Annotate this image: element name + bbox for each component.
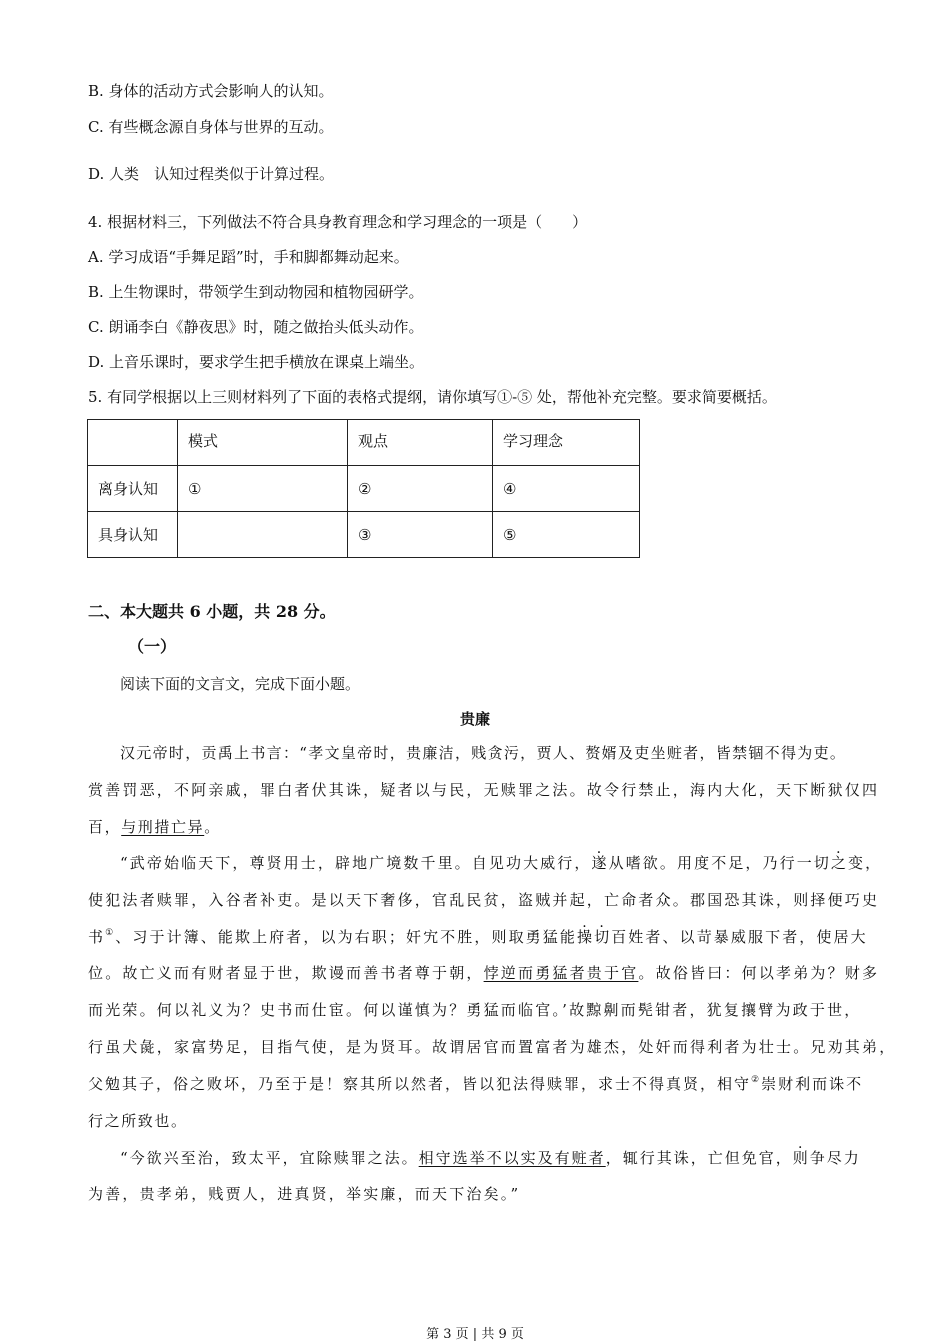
option-q3-d: D. 人类 认知过程类似于计算过程。 (88, 165, 335, 183)
table-header-row (88, 420, 640, 466)
table-row (88, 512, 640, 558)
option-q4-a: A. 学习成语“手舞足蹈”时，手和脚都舞动起来。 (88, 248, 409, 266)
text-span: 崇财利而诛不 (761, 1075, 864, 1093)
text-span: 。 (204, 818, 221, 836)
option-q4-c: C. 朗诵李白《静夜思》时，随之做抬头低头动作。 (88, 318, 424, 336)
passage-line (88, 817, 221, 837)
passage-line (88, 963, 879, 983)
reading-instruction: 阅读下面的文言文，完成下面小题。 (120, 675, 361, 693)
table-row (88, 466, 640, 512)
passage-line: 使犯法者赎罪，入谷者补吏。是以天下奢侈，官乱民贫，盗贼并起，亡命者众。郡国恐其诛，则择便巧史 (88, 891, 880, 909)
page-footer: 第 3 页 | 共 9 页 (426, 1327, 524, 1342)
question-4-stem: 4. 根据材料三，下列做法不符合具身教育理念和学习理念的一项是（ ） (88, 213, 588, 231)
table-header-cell: 模式 (178, 420, 348, 466)
table-cell: 具身认知 (88, 512, 178, 558)
dotted-char: 之 (830, 854, 849, 872)
section-heading: 二、本大题共 6 小题，共 28 分。 (88, 602, 336, 621)
passage-line: 而光荣。何以礼义为？史书而仕宦。何以谨慎为？勇猛而临官。’故黥劓而髡钳者，犹复攘臂为政于世， (88, 1001, 862, 1019)
dotted-char: 切 (594, 928, 612, 946)
underlined-phrase: 与刑措亡异 (121, 818, 205, 836)
passage-line (120, 1148, 861, 1168)
passage-line (88, 1074, 863, 1094)
table-header-cell: 观点 (348, 420, 493, 466)
text-span: 位。故亡义而有财者显于世，欺谩而善书者尊于朝， (88, 964, 484, 982)
passage-line (120, 853, 882, 873)
outline-table (87, 419, 640, 558)
dotted-char: 则 (792, 1149, 810, 1167)
text-span: 书 (88, 928, 106, 946)
option-q4-d: D. 上音乐课时，要求学生把手横放在课桌上端坐。 (88, 353, 425, 371)
passage-line: 汉元帝时，贡禹上书言：“孝文皇帝时，贵廉洁，贱贪污，贾人、赘婿及吏坐赃者，皆禁锢不得为吏。 (120, 744, 847, 762)
dotted-char: 遂 (591, 854, 609, 872)
text-span: 。故俗皆曰：何以孝弟为？财多 (638, 964, 880, 982)
text-span: 从嗜欲。用度不足，乃行一切 (608, 854, 831, 872)
table-header-cell: 学习理念 (493, 420, 640, 466)
text-span: 变， (848, 854, 883, 872)
passage-title: 贵廉 (459, 710, 490, 728)
table-cell: ④ (493, 466, 640, 512)
text-span: “武帝始临天下，尊贤用士，辟地广境数千里。自见功大威行， (120, 854, 592, 872)
table-cell: ② (348, 466, 493, 512)
text-span: “今欲兴至治，致太平，宜除赎罪之法。 (120, 1149, 419, 1167)
table-cell (178, 512, 348, 558)
footnote-mark: ② (751, 1075, 762, 1085)
text-span: ，辄行其诛，亡但免官， (605, 1149, 793, 1167)
question-5-stem: 5. 有同学根据以上三则材料列了下面的表格式提纲，请你填写①-⑤ 处，帮他补充完整。要求简要概括。 (88, 388, 777, 406)
option-q4-b: B. 上生物课时，带领学生到动物园和植物园研学。 (88, 283, 424, 301)
text-span: 百， (88, 818, 122, 836)
passage-line: 为善，贵孝弟，贱贾人，进真贤，举实廉，而天下治矣。” (88, 1185, 521, 1203)
text-span: 父勉其子，俗之败坏，乃至于是！察其所以然者，皆以犯法得赎罪，求士不得真贤，相守 (88, 1075, 752, 1093)
passage-line: 行虽犬彘，家富势足，目指气使，是为贤耳。故谓居官而置富者为雄杰，处奸而得利者为壮士。兄劝其弟， (88, 1038, 897, 1056)
passage-line (88, 927, 868, 947)
subsection-label: （一） (128, 637, 177, 656)
table-header-cell (88, 420, 178, 466)
table-cell: ⑤ (493, 512, 640, 558)
option-q3-c: C. 有些概念源自身体与世界的互动。 (88, 118, 334, 136)
text-span: 、习于计簿、能欺上府者，以为右职；奸宄不胜，则取勇猛能 (115, 928, 577, 946)
underlined-phrase: 相守选举不以实及有赃者 (418, 1149, 606, 1167)
text-span: 争尽力 (809, 1149, 861, 1167)
passage-line: 赏善罚恶，不阿亲戚，罪白者伏其诛，疑者以与民，无赎罪之法。故令行禁止，海内大化，天下断狱仅四 (88, 781, 880, 799)
option-q3-b: B. 身体的活动方式会影响人的认知。 (88, 82, 334, 100)
table-cell: ③ (348, 512, 493, 558)
table-cell: 离身认知 (88, 466, 178, 512)
passage-line: 行之所致也。 (88, 1112, 188, 1130)
table-cell: ① (178, 466, 348, 512)
dotted-char: 操 (576, 928, 595, 946)
underlined-phrase: 悖逆而勇猛者贵于官 (483, 964, 639, 982)
text-span: 百姓者、以苛暴威服下者，使居大 (611, 928, 868, 946)
footnote-mark: ① (105, 928, 116, 938)
